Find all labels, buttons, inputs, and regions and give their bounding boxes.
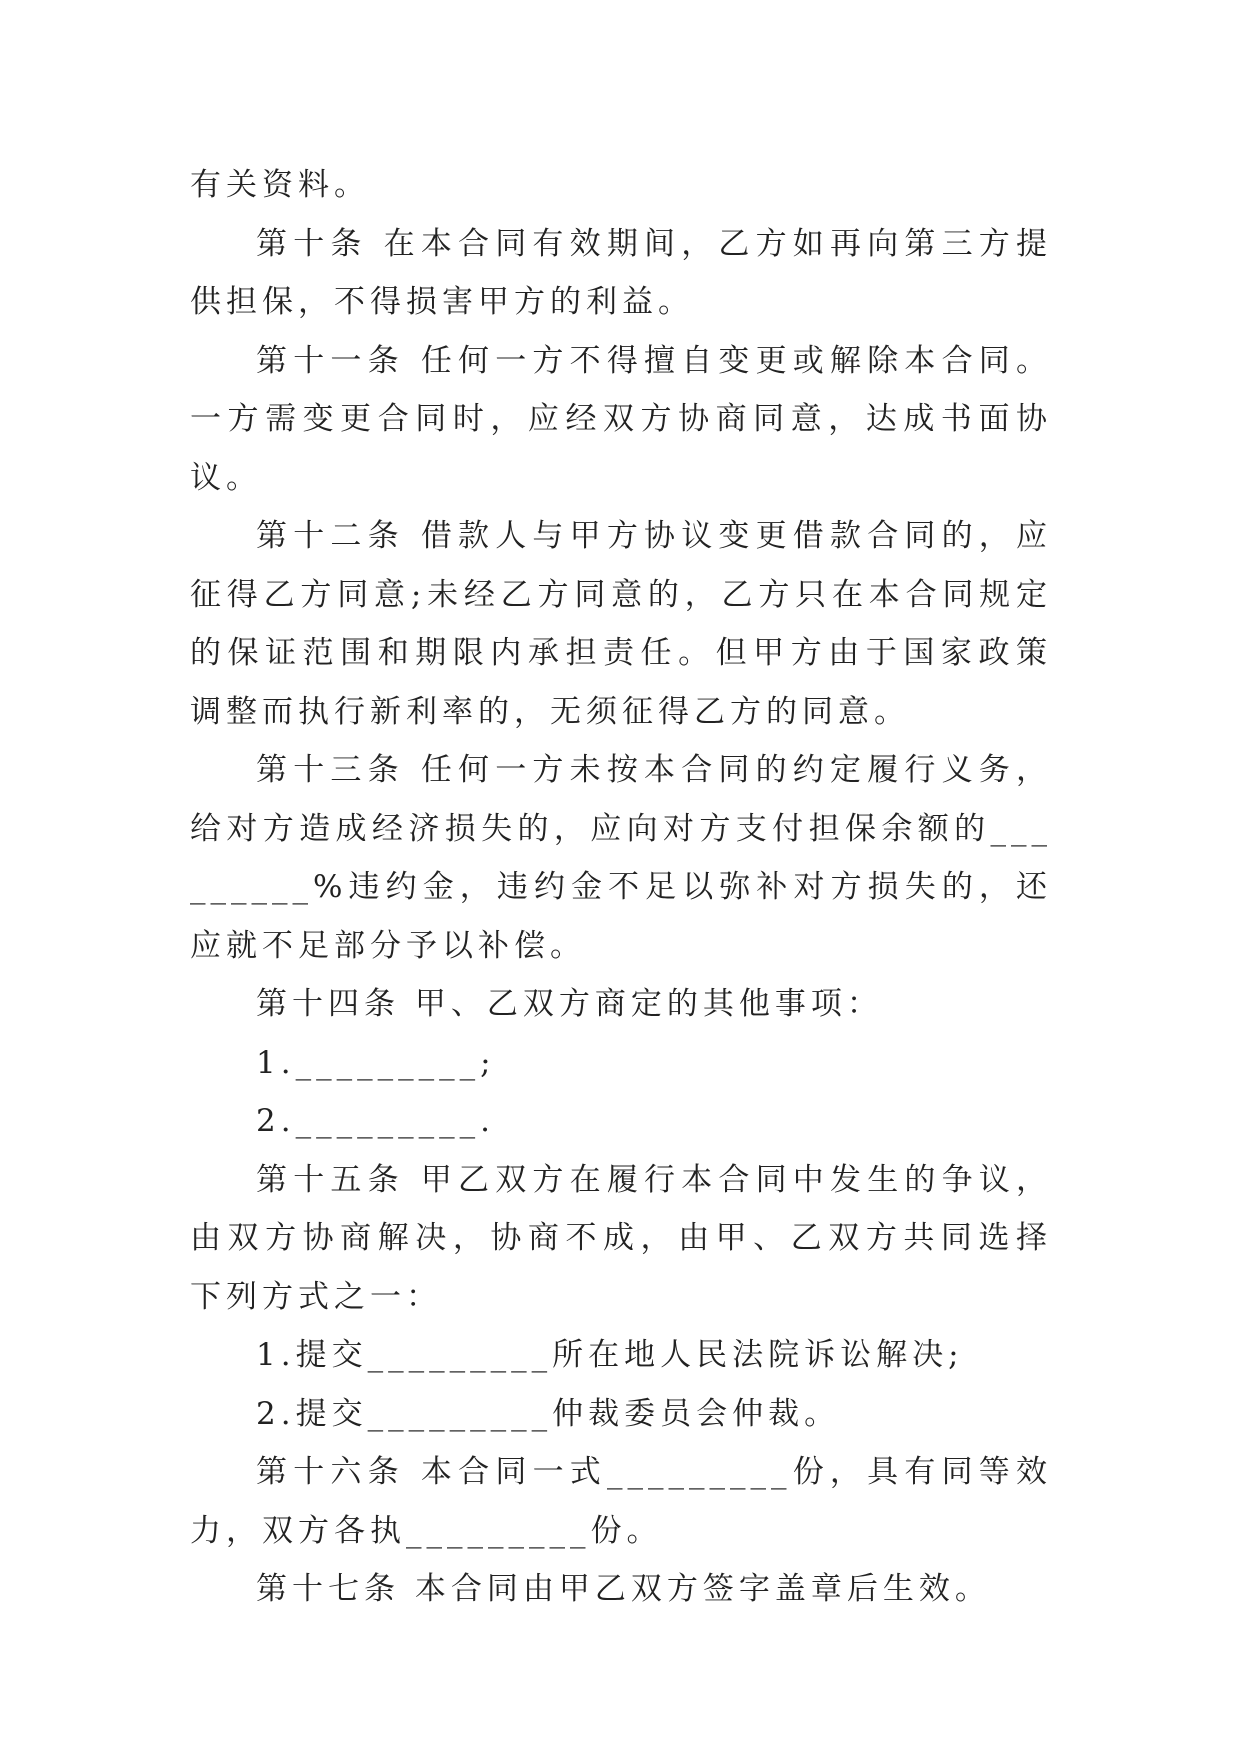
article-15-option-2: 2.提交_________仲裁委员会仲裁。 (256, 1395, 841, 1432)
article-14-item-2: 2._________. (256, 1103, 495, 1139)
article-13: 第十三条 任何一方未按本合同的约定履行义务，给对方造成经济损失的，应向对方支付担保余额的_________%违约金，违约金不足以弥补对方损失的，还应就不足部分予以补偿。 (190, 752, 1052, 964)
article-17: 第十七条 本合同由甲乙双方签字盖章后生效。 (256, 1571, 991, 1607)
article-14-item-1: 1._________; (256, 1044, 496, 1081)
article-12: 第十二条 借款人与甲方协议变更借款合同的，应征得乙方同意;未经乙方同意的，乙方只在本合同规定的保证范围和期限内承担责任。但甲方由于国家政策调整而执行新利率的，无须征得乙方的同意。 (190, 518, 1052, 730)
article-14: 第十四条 甲、乙双方商定的其他事项： (256, 986, 883, 1022)
contract-body (190, 156, 1052, 1619)
article-15-option-1: 1.提交_________所在地人民法院诉讼解决; (256, 1337, 964, 1373)
article-10: 第十条 在本合同有效期间，乙方如再向第三方提供担保，不得损害甲方的利益。 (190, 225, 1052, 320)
article-16: 第十六条 本合同一式_________份，具有同等效力，双方各执_________份。 (190, 1454, 1052, 1549)
article-15: 第十五条 甲乙双方在履行本合同中发生的争议，由双方协商解决，协商不成，由甲、乙双方共同选择下列方式之一： (190, 1161, 1052, 1315)
article-11: 第十一条 任何一方不得擅自变更或解除本合同。一方需变更合同时，应经双方协商同意，达成书面协议。 (190, 342, 1052, 496)
paragraph-continuation: 有关资料。 (190, 167, 370, 203)
